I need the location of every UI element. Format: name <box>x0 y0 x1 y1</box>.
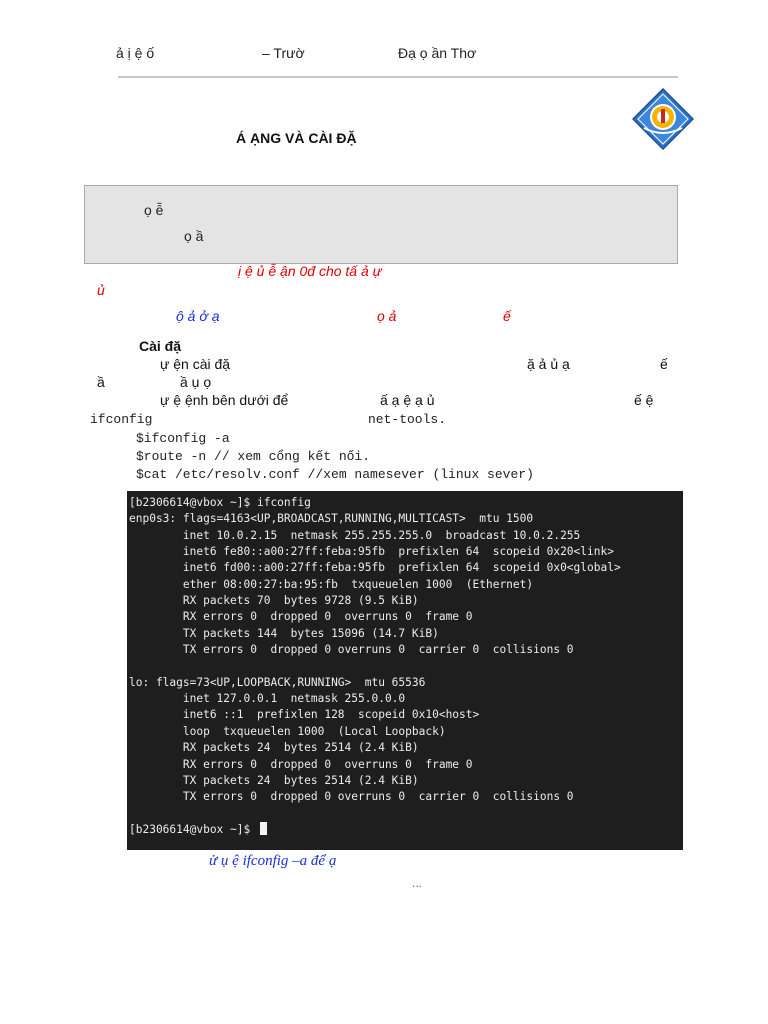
terminal-cursor <box>260 822 267 835</box>
terminal-line: TX packets 144 bytes 15096 (14.7 KiB) <box>129 626 439 640</box>
header-title-part-1: ả ị ệ ố <box>116 45 155 61</box>
page-title: Á ẠNG VÀ CÀI ĐẶ <box>236 130 357 146</box>
command-line-1: $ifconfig -a <box>136 431 230 446</box>
blue-note-part-2: ọ ả <box>377 308 397 324</box>
section-line-3b: ấ ạ ệ ạ ủ <box>380 392 435 408</box>
terminal-line: inet 127.0.0.1 netmask 255.0.0.0 <box>129 692 406 706</box>
terminal-line: lo: flags=73<UP,LOOPBACK,RUNNING> mtu 65536 <box>129 675 426 689</box>
terminal-line: RX errors 0 dropped 0 overruns 0 frame 0 <box>129 610 473 624</box>
terminal-line: TX errors 0 dropped 0 overruns 0 carrier 0 collisions 0 <box>129 643 574 657</box>
figure-caption: ử ụ ệ ifconfig –a để ạ <box>209 853 337 869</box>
terminal-line: RX errors 0 dropped 0 overruns 0 frame 0 <box>129 757 473 771</box>
section-line-3a: ự ệ ệnh bên dưới để <box>160 392 289 408</box>
blue-note-part-3: ế <box>503 308 511 324</box>
command-line-3: $cat /etc/resolv.conf //xem namesever (linux sever) <box>136 467 534 482</box>
terminal-line: inet6 ::1 prefixlen 128 scopeid 0x10<host> <box>129 708 480 722</box>
terminal-line: ether 08:00:27:ba:95:fb txqueuelen 1000 (Ethernet) <box>129 577 534 591</box>
header-title-part-3: Đạ ọ ần Thơ <box>398 45 477 61</box>
terminal-line: TX errors 0 dropped 0 overruns 0 carrier 0 collisions 0 <box>129 790 574 804</box>
terminal-line: RX packets 70 bytes 9728 (9.5 KiB) <box>129 594 419 608</box>
section-line-2a: ầ <box>97 374 105 390</box>
header-divider <box>118 76 678 78</box>
section-line-1c: ế <box>660 356 668 372</box>
terminal-line: inet6 fd00::a00:27ff:feba:95fb prefixlen 64 scopeid 0x0<global> <box>129 561 621 575</box>
section-line-4a: ifconfig <box>90 412 153 427</box>
terminal-line: RX packets 24 bytes 2514 (2.4 KiB) <box>129 741 419 755</box>
figure-caption-sub: ... <box>412 876 423 890</box>
terminal-line: TX packets 24 bytes 2514 (2.4 KiB) <box>129 773 419 787</box>
red-note-line-1: ị ệ ủ ễ ận 0đ cho tấ ả ự <box>238 263 382 279</box>
terminal-line: loop txqueuelen 1000 (Local Loopback) <box>129 724 446 738</box>
blue-note-part-1: ộ ả ở ạ <box>176 308 220 324</box>
section-line-4b: net-tools. <box>368 412 447 427</box>
terminal-screenshot <box>127 491 683 850</box>
section-line-1a: ự ện cài đặ <box>160 356 231 372</box>
section-line-2b: ầ ụ ọ <box>180 374 212 390</box>
note-box-line-2: ọ ầ <box>184 228 204 244</box>
terminal-line: [b2306614@vbox ~]$ ifconfig <box>129 496 311 509</box>
section-heading: Cài đặ <box>139 338 182 354</box>
terminal-line: inet6 fe80::a00:27ff:feba:95fb prefixlen 64 scopeid 0x20<link> <box>129 545 614 559</box>
terminal-output <box>127 491 683 838</box>
terminal-line: enp0s3: flags=4163<UP,BROADCAST,RUNNING,MULTICAST> mtu 1500 <box>129 512 534 526</box>
university-logo <box>632 88 694 150</box>
terminal-line: inet 10.0.2.15 netmask 255.255.255.0 broadcast 10.0.2.255 <box>129 528 581 542</box>
note-box-line-1: ọ ễ <box>144 202 164 218</box>
section-line-3c: ế ệ <box>634 392 654 408</box>
terminal-prompt: [b2306614@vbox ~]$ <box>129 822 257 836</box>
header-title-part-2: – Trườ <box>262 45 305 61</box>
section-line-1b: ặ ả ủ ạ <box>527 356 570 372</box>
command-line-2: $route -n // xem cổng kết nối. <box>136 449 371 464</box>
note-box <box>84 185 678 264</box>
red-note-line-2: ủ <box>97 282 105 298</box>
